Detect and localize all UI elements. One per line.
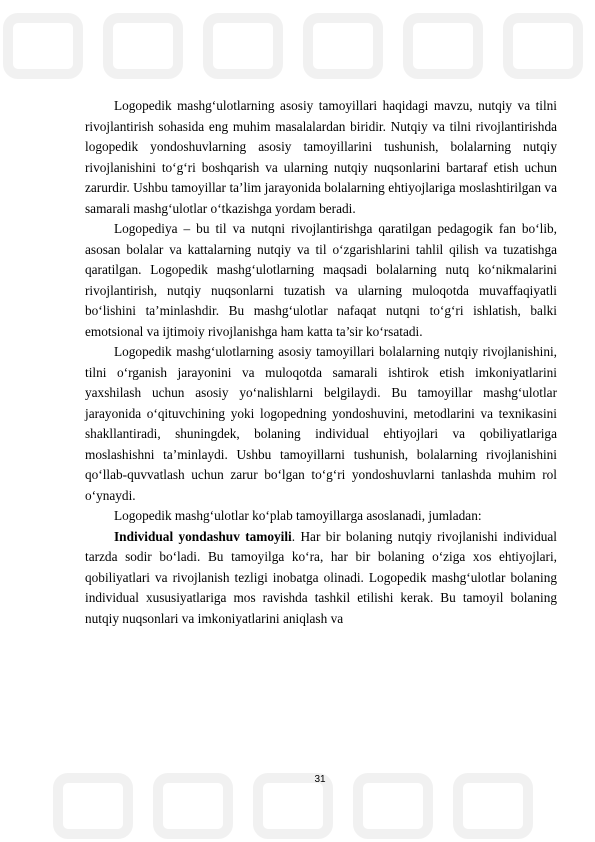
paragraph-3-text: Logopedik mashg‘ulotlarning asosiy tamoyillari bolalarning nutqiy rivojlanishini, tilni o‘rganish jarayonini va muloqotda samarali ishtirok etish imkoniyatlarini yaxshilash uchun asosiy yo‘nalishlarni belgilaydi. Bu tamoyillar mashg‘ulotlar jarayonida o‘qituvchining yoki logopedning yondoshuvini, metodlarini va texnikasini shakllantiradi, shuningdek, bolaning individual ehtiyojlari va qobiliyatlariga moslashishni ta’minlaydi. Ushbu tamoyillarni tushunish, bolalarning rivojlanishini qo‘llab-quvvatlash uchun zarur bo‘lgan to‘g‘ri yondoshuvlarni tanlashda muhim rol o‘ynaydi. (85, 344, 557, 503)
paragraph-4-text: Logopedik mashg‘ulotlar ko‘plab tamoyillarga asoslanadi, jumladan: (114, 508, 482, 523)
document-body (85, 96, 557, 629)
paragraph-2 (85, 219, 557, 342)
principle-heading: Individual yondashuv tamoyili (114, 528, 292, 544)
paragraph-3 (85, 342, 557, 506)
paragraph-2-text: Logopediya – bu til va nutqni rivojlantirishga qaratilgan pedagogik fan bo‘lib, asosan bolalar va kattalarning nutqiy va til o‘zgarishlarini tahlil qilish va tuzatishga qaratilgan. Logopedik mashg‘ulotlarning maqsadi bolalarning nutq ko‘nikmalarini rivojlantirish, nutqiy nuqsonlarni tuzatish va ularning muloqotda muvaffaqiyatli bo‘lishini ta’minlashdir. Bu mashg‘ulotlar nafaqat nutqni to‘g‘ri ishlatish, balki emotsional va ijtimoiy rivojlanishga ham katta ta’sir ko‘rsatadi. (85, 221, 557, 339)
paragraph-1-text: Logopedik mashg‘ulotlarning asosiy tamoyillari haqidagi mavzu, nutqiy va tilni rivojlantirish sohasida eng muhim masalalardan biridir. Nutqiy va tilni rivojlantirishda logopedik yondoshuvlarning asosiy tamoyillarini tushunish, bolalarning nutqiy rivojlanishini to‘g‘ri boshqarish va ularning nutqiy nuqsonlarini bartaraf etish uchun zarurdir. Ushbu tamoyillar ta’lim jarayonida bolalarning ehtiyojlariga moslashtirilgan va samarali mashg‘ulotlar o‘tkazishga yordam beradi. (85, 98, 557, 216)
paragraph-4 (85, 506, 557, 527)
paragraph-1 (85, 96, 557, 219)
paragraph-5 (85, 527, 557, 630)
paragraph-5-text: . Har bir bolaning nutqiy rivojlanishi individual tarzda sodir bo‘ladi. Bu tamoyilga ko‘ra, har bir bolaning o‘ziga xos ehtiyojlari, qobiliyatlari va rivojlanish tezligi inobatga olinadi. Logopedik mashg‘ulotlar bolaning individual xususiyatlariga mos ravishda tashkil etilishi kerak. Bu tamoyil bolaning nutqiy nuqsonlari va imkoniyatlarini aniqlash va (85, 528, 558, 626)
page-number: 31 (314, 774, 326, 785)
